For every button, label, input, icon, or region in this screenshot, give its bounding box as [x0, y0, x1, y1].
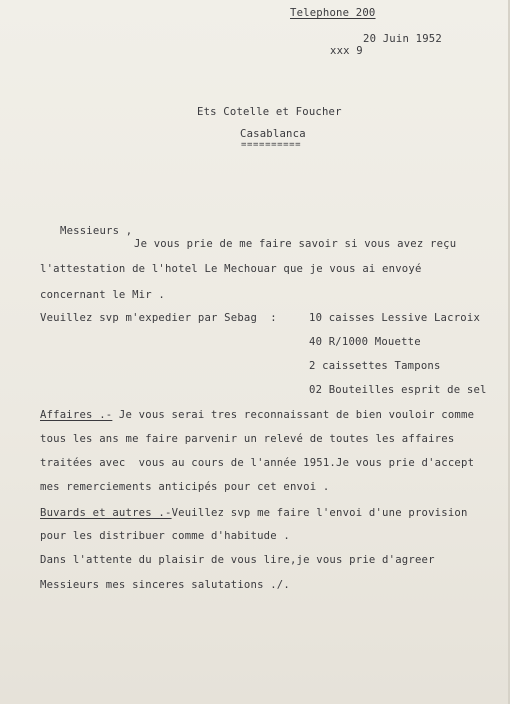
- order-intro: Veuillez svp m'expedier par Sebag :: [40, 312, 277, 324]
- paragraph1-line: Je vous prie de me faire savoir si vous avez reçu: [134, 238, 457, 250]
- order-item: 10 caisses Lessive Lacroix: [309, 312, 481, 324]
- order-item: 40 R/1000 Mouette: [309, 336, 421, 348]
- closing-line: Dans l'attente du plaisir de vous lire,je vous prie d'agreer: [40, 554, 435, 566]
- paragraph3-first-line: [40, 508, 468, 519]
- telephone-header: Telephone 200: [290, 7, 376, 19]
- paragraph2-heading: Affaires .-: [40, 409, 113, 421]
- paragraph3-line: Veuillez svp me faire l'envoi d'une provision: [171, 507, 468, 519]
- recipient-company: Ets Cotelle et Foucher: [197, 106, 342, 118]
- salutation: Messieurs ,: [60, 225, 133, 237]
- paragraph2-line: tous les ans me faire parvenir un relevé de toutes les affaires: [40, 433, 455, 445]
- recipient-city-underline: ==========: [241, 140, 302, 150]
- closing-line: Messieurs mes sinceres salutations ./.: [40, 579, 290, 591]
- paragraph1-line: concernant le Mir .: [40, 289, 165, 301]
- paragraph3-heading: Buvards et autres .-: [40, 507, 172, 519]
- letter-date: 20 Juin 1952: [363, 33, 442, 45]
- paragraph1-line: l'attestation de l'hotel Le Mechouar que je vous ai envoyé: [40, 263, 422, 275]
- paragraph2-line: mes remerciements anticipés pour cet envoi .: [40, 481, 330, 493]
- recipient-city: Casablanca: [240, 128, 306, 140]
- paragraph2-line: traitées avec vous au cours de l'année 1951.Je vous prie d'accept: [40, 457, 475, 469]
- order-item: 2 caissettes Tampons: [309, 360, 441, 372]
- paragraph2-line: Je vous serai tres reconnaissant de bien vouloir comme: [112, 409, 475, 421]
- paragraph2-first-line: [40, 410, 474, 421]
- order-item: 02 Bouteilles esprit de sel: [309, 384, 487, 396]
- letter-reference: xxx 9: [330, 45, 363, 57]
- paragraph3-line: pour les distribuer comme d'habitude .: [40, 530, 290, 542]
